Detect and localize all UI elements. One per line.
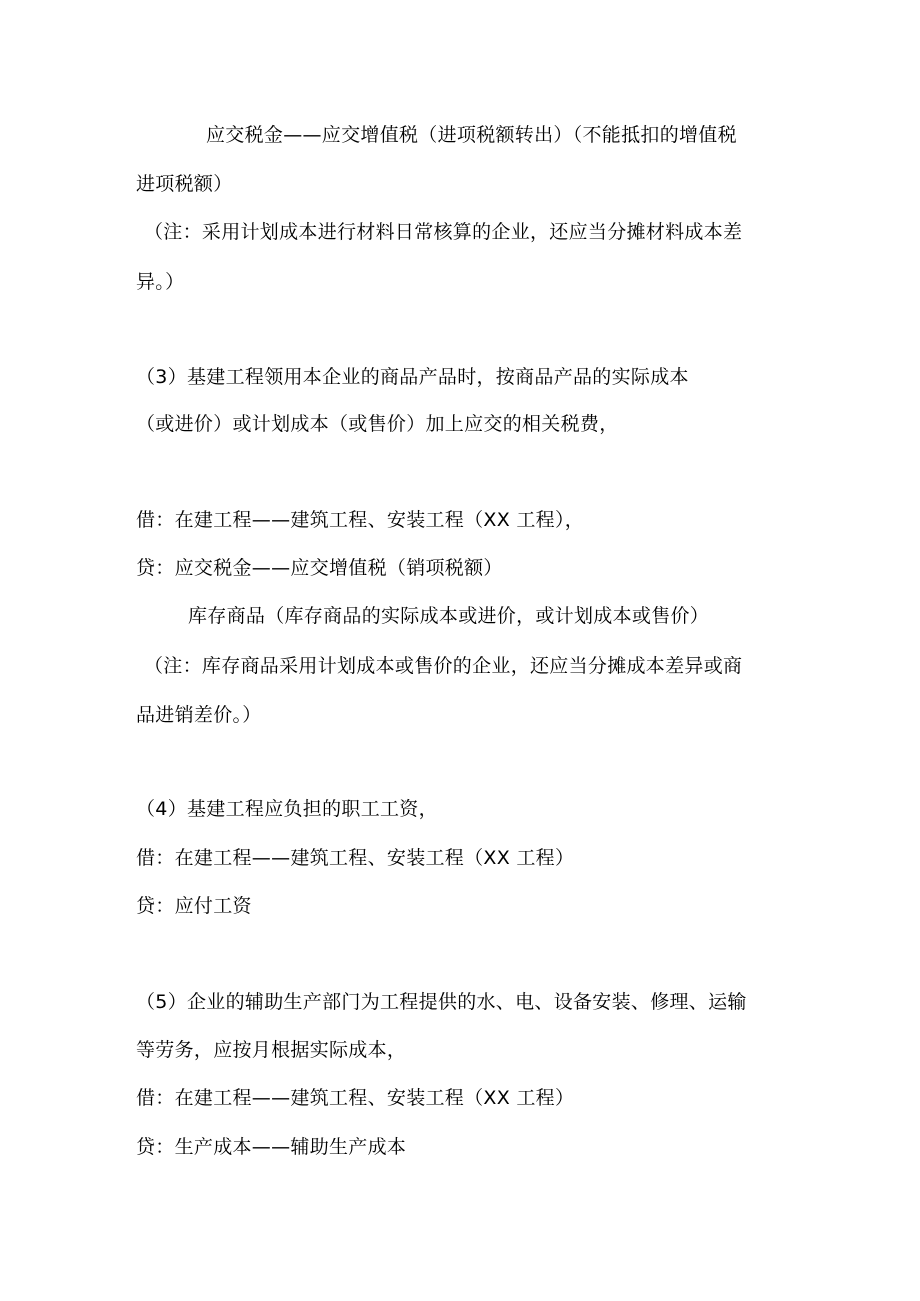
text-line: （4）基建工程应负担的职工工资， [136, 798, 438, 820]
text-line: 应交税金——应交增值税（进项税额转出）（不能抵扣的增值税 [206, 124, 737, 146]
text-line: 进项税额） [136, 173, 233, 195]
text-line: 借：在建工程——建筑工程、安装工程（XX 工程）， [136, 509, 585, 531]
text-line: （5）企业的辅助生产部门为工程提供的水、电、设备安装、修理、运输 [136, 991, 747, 1013]
text-line: 异。） [136, 271, 185, 293]
text-line: 借：在建工程——建筑工程、安装工程（XX 工程） [136, 1087, 575, 1109]
text-line: 品进销差价。） [136, 704, 262, 726]
text-line: 贷：应交税金——应交增值税（销项税额） [136, 557, 503, 579]
text-line: （注：采用计划成本进行材料日常核算的企业，还应当分摊材料成本差 [144, 221, 743, 243]
text-line: 等劳务，应按月根据实际成本， [136, 1039, 407, 1061]
text-line: 贷：应付工资 [136, 895, 252, 917]
text-line: （3）基建工程领用本企业的商品产品时，按商品产品的实际成本 [136, 366, 689, 388]
text-line: （注：库存商品采用计划成本或售价的企业，还应当分摊成本差异或商 [144, 655, 743, 677]
text-line: （或进价）或计划成本（或售价）加上应交的相关税费， [136, 413, 619, 435]
text-line: 借：在建工程——建筑工程、安装工程（XX 工程） [136, 847, 575, 869]
text-line: 库存商品（库存商品的实际成本或进价，或计划成本或售价） [188, 605, 710, 627]
text-line: 贷：生产成本——辅助生产成本 [136, 1136, 407, 1158]
